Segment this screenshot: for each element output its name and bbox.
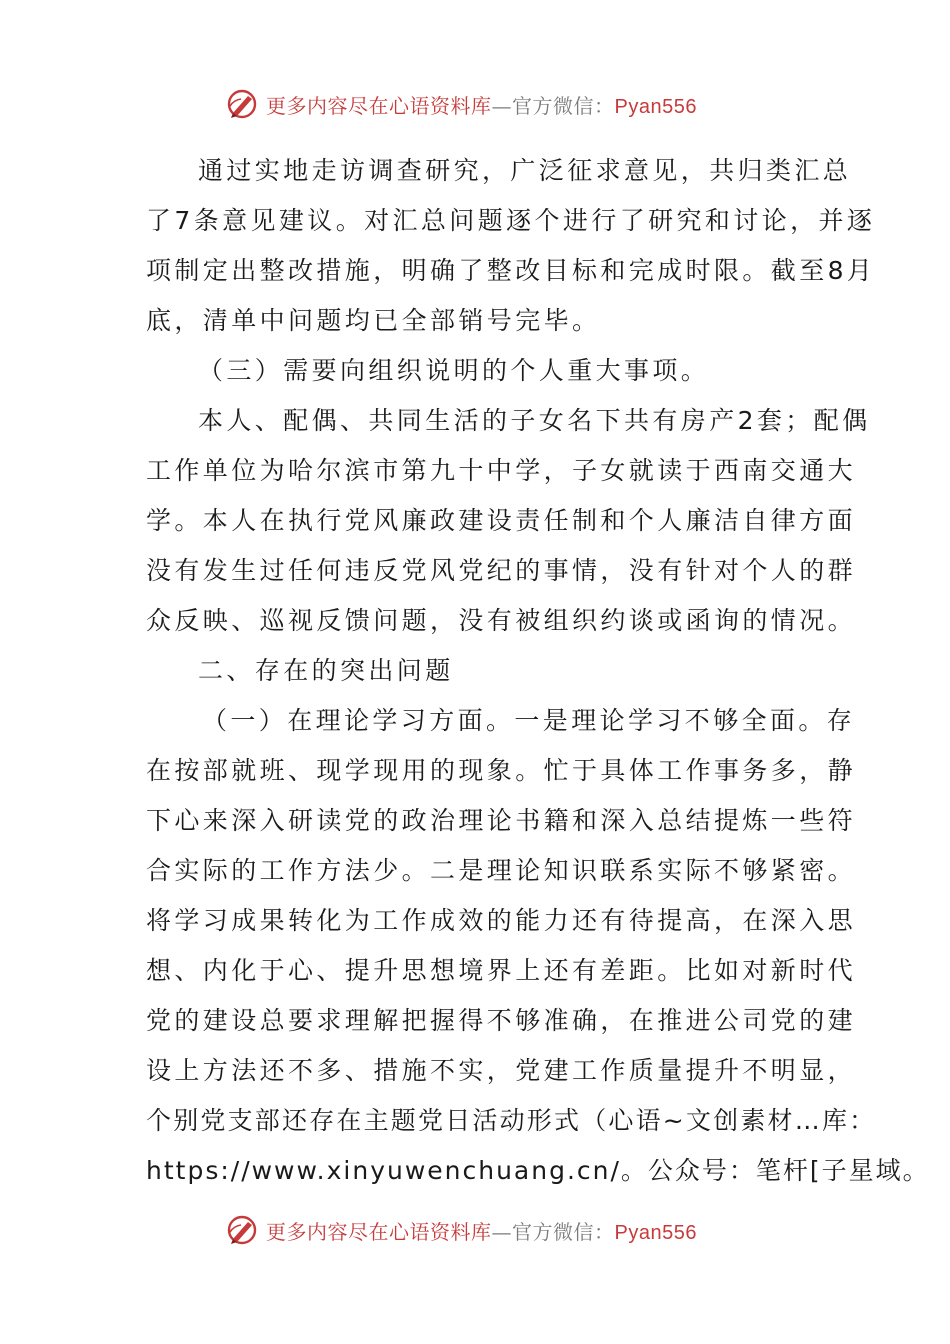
watermark-text: 更多内容尽在心语资料库—官方微信：Pyan556 (266, 93, 697, 118)
pen-logo-icon (224, 1212, 260, 1248)
paragraph-line: 了7条意见建议。对汇总问题逐个进行了研究和讨论，并逐 (146, 206, 876, 235)
footer-watermark (224, 1210, 744, 1250)
paragraph-line: 众反映、巡视反馈问题，没有被组织约谈或函询的情况。 (146, 606, 857, 635)
section-heading: （三）需要向组织说明的个人重大事项。 (198, 356, 710, 385)
paragraph-line: 设上方法还不多、措施不实，党建工作质量提升不明显， (146, 1056, 857, 1085)
paragraph-line: 个别党支部还存在主题党日活动形式（心语~文创素材…库： (146, 1106, 877, 1135)
paragraph-line: 合实际的工作方法少。二是理论知识联系实际不够紧密。 (146, 856, 857, 885)
pen-logo-icon (224, 86, 260, 122)
paragraph-line: 在按部就班、现学现用的现象。忙于具体工作事务多，静 (146, 756, 857, 785)
paragraph-line: 下心来深入研读党的政治理论书籍和深入总结提炼一些符 (146, 806, 857, 835)
watermark-text: 更多内容尽在心语资料库—官方微信：Pyan556 (266, 1219, 697, 1244)
paragraph-line: （一）在理论学习方面。一是理论学习不够全面。存 (202, 706, 856, 735)
paragraph-line: 没有发生过任何违反党风党纪的事情，没有针对个人的群 (146, 556, 857, 585)
header-watermark (224, 84, 744, 124)
paragraph-line: 工作单位为哈尔滨市第九十中学，子女就读于西南交通大 (146, 456, 857, 485)
paragraph-line: 想、内化于心、提升思想境界上还有差距。比如对新时代 (146, 956, 857, 985)
paragraph-line: 底，清单中问题均已全部销号完毕。 (146, 306, 601, 335)
paragraph-line: https://www.xinyuwenchuang.cn/。公众号：笔杆[子星域。 (146, 1156, 930, 1185)
paragraph-line: 学。本人在执行党风廉政建设责任制和个人廉洁自律方面 (146, 506, 857, 535)
paragraph-line: 通过实地走访调查研究，广泛征求意见，共归类汇总 (198, 156, 852, 185)
paragraph-line: 将学习成果转化为工作成效的能力还有待提高，在深入思 (146, 906, 857, 935)
document-body (146, 146, 930, 1196)
paragraph-line: 党的建设总要求理解把握得不够准确，在推进公司党的建 (146, 1006, 857, 1035)
paragraph-line: 本人、配偶、共同生活的子女名下共有房产2套；配偶 (198, 406, 871, 435)
section-heading: 二、存在的突出问题 (198, 656, 454, 685)
paragraph-line: 项制定出整改措施，明确了整改目标和完成时限。截至8月 (146, 256, 876, 285)
